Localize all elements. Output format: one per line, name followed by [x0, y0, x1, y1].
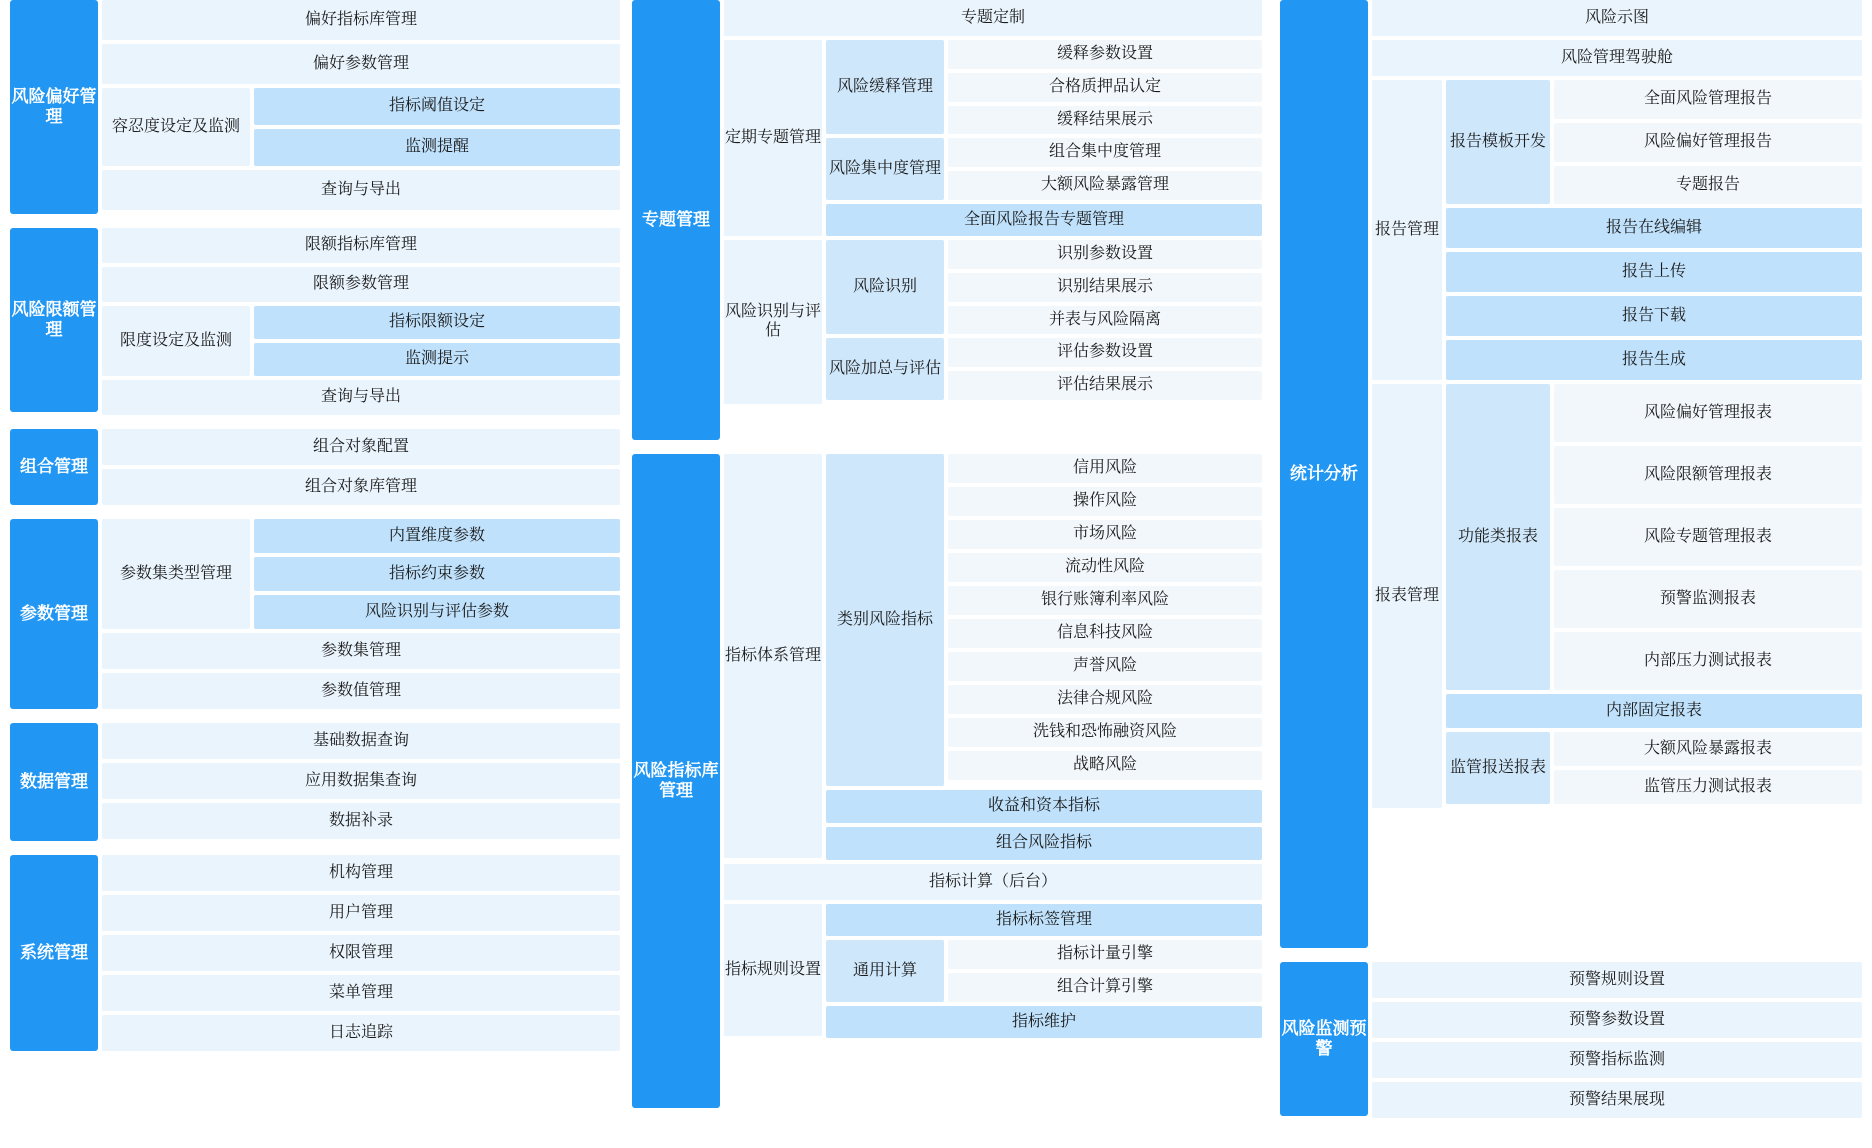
- node-large-exposure-statement[interactable]: 大额风险暴露报表: [1554, 732, 1862, 766]
- node-statement-manage[interactable]: 报表管理: [1372, 384, 1442, 808]
- node-general-calculation[interactable]: 通用计算: [826, 940, 944, 1002]
- node-alert-index-monitor[interactable]: 预警指标监测: [1372, 1042, 1862, 1078]
- node-reputation-risk[interactable]: 声誉风险: [948, 652, 1262, 681]
- node-index-limit-set[interactable]: 指标限额设定: [254, 306, 620, 339]
- node-banking-book-rate-risk[interactable]: 银行账簿利率风险: [948, 586, 1262, 615]
- section-title-risk-limit[interactable]: 风险限额管理: [10, 228, 98, 412]
- node-strategic-risk[interactable]: 战略风险: [948, 751, 1262, 780]
- column-risk-left: [10, 0, 620, 1065]
- node-legal-compliance-risk[interactable]: 法律合规风险: [948, 685, 1262, 714]
- node-report-template-dev[interactable]: 报告模板开发: [1446, 80, 1550, 204]
- node-builtin-dim-param[interactable]: 内置维度参数: [254, 519, 620, 553]
- node-topic-report[interactable]: 专题报告: [1554, 166, 1862, 204]
- node-market-risk[interactable]: 市场风险: [948, 520, 1262, 549]
- node-internal-fixed-statement[interactable]: 内部固定报表: [1446, 694, 1862, 728]
- column-topic-index: [632, 0, 1262, 1122]
- node-it-risk[interactable]: 信息科技风险: [948, 619, 1262, 648]
- node-portfolio-calc-engine[interactable]: 组合计算引擎: [948, 973, 1262, 1002]
- node-risk-mitigation[interactable]: 风险缓释管理: [826, 40, 944, 134]
- node-functional-statement[interactable]: 功能类报表: [1446, 384, 1550, 690]
- section-risk-limit: [10, 228, 620, 415]
- node-identify-result[interactable]: 识别结果展示: [948, 273, 1262, 302]
- node-full-risk-report-topic[interactable]: 全面风险报告专题管理: [826, 204, 1262, 236]
- node-index-calculation[interactable]: 指标计算（后台）: [724, 864, 1262, 900]
- section-title-system[interactable]: 系统管理: [10, 855, 98, 1051]
- node-risk-preference-report[interactable]: 风险偏好管理报告: [1554, 123, 1862, 162]
- node-index-maintenance[interactable]: 指标维护: [826, 1006, 1262, 1038]
- node-limit-statement[interactable]: 风险限额管理报表: [1554, 446, 1862, 504]
- section-title-risk-monitor-alert[interactable]: 风险监测预警: [1280, 962, 1368, 1116]
- node-operational-risk[interactable]: 操作风险: [948, 487, 1262, 516]
- node-alert-rule-setting[interactable]: 预警规则设置: [1372, 962, 1862, 998]
- section-risk-preference: [10, 0, 620, 214]
- node-report-generate[interactable]: 报告生成: [1446, 340, 1862, 380]
- node-param-value-manage[interactable]: 参数值管理: [102, 673, 620, 709]
- node-regulatory-stress-statement[interactable]: 监管压力测试报表: [1554, 770, 1862, 804]
- node-risk-aggregation-eval[interactable]: 风险加总与评估: [826, 338, 944, 400]
- node-alert-param-setting[interactable]: 预警参数设置: [1372, 1002, 1862, 1038]
- node-alert-result-display[interactable]: 预警结果展现: [1372, 1082, 1862, 1118]
- node-consolidation-isolation[interactable]: 并表与风险隔离: [948, 306, 1262, 334]
- section-title-data[interactable]: 数据管理: [10, 723, 98, 841]
- section-risk-monitor-alert: [1280, 962, 1862, 1118]
- node-mitigation-param[interactable]: 缓释参数设置: [948, 40, 1262, 69]
- node-preference-index-library[interactable]: 偏好指标库管理: [102, 0, 620, 40]
- node-permission-manage[interactable]: 权限管理: [102, 935, 620, 971]
- node-tolerance-setting[interactable]: 容忍度设定及监测: [102, 88, 250, 166]
- node-profit-capital-index[interactable]: 收益和资本指标: [826, 790, 1262, 823]
- node-regulatory-statement[interactable]: 监管报送报表: [1446, 732, 1550, 804]
- node-category-risk-index[interactable]: 类别风险指标: [826, 454, 944, 786]
- node-preference-param[interactable]: 偏好参数管理: [102, 44, 620, 84]
- node-report-upload[interactable]: 报告上传: [1446, 252, 1862, 292]
- node-menu-manage[interactable]: 菜单管理: [102, 975, 620, 1011]
- node-eval-result[interactable]: 评估结果展示: [948, 371, 1262, 400]
- node-risk-identify-eval-param[interactable]: 风险识别与评估参数: [254, 595, 620, 629]
- column-analysis: [1280, 0, 1862, 1132]
- node-app-dataset-query[interactable]: 应用数据集查询: [102, 763, 620, 799]
- node-portfolio-object-config[interactable]: 组合对象配置: [102, 429, 620, 465]
- node-mitigation-result[interactable]: 缓释结果展示: [948, 106, 1262, 134]
- section-parameter: [10, 519, 620, 709]
- node-monitor-remind[interactable]: 监测提醒: [254, 129, 620, 166]
- section-statistics: [1280, 0, 1862, 948]
- node-report-download[interactable]: 报告下载: [1446, 296, 1862, 336]
- node-report-manage[interactable]: 报告管理: [1372, 80, 1442, 380]
- node-full-risk-report[interactable]: 全面风险管理报告: [1554, 80, 1862, 119]
- node-credit-risk[interactable]: 信用风险: [948, 454, 1262, 483]
- node-basic-data-query[interactable]: 基础数据查询: [102, 723, 620, 759]
- node-periodic-topic[interactable]: 定期专题管理: [724, 40, 822, 236]
- node-index-threshold[interactable]: 指标阈值设定: [254, 88, 620, 125]
- node-portfolio-concentration[interactable]: 组合集中度管理: [948, 138, 1262, 167]
- node-query-export-2[interactable]: 查询与导出: [102, 380, 620, 415]
- node-large-exposure[interactable]: 大额风险暴露管理: [948, 171, 1262, 200]
- node-portfolio-risk-index[interactable]: 组合风险指标: [826, 827, 1262, 860]
- node-risk-concentration[interactable]: 风险集中度管理: [826, 138, 944, 200]
- node-risk-diagram[interactable]: 风险示图: [1372, 0, 1862, 36]
- node-portfolio-object-library[interactable]: 组合对象库管理: [102, 469, 620, 505]
- node-topic-statement[interactable]: 风险专题管理报表: [1554, 508, 1862, 566]
- node-param-set-type[interactable]: 参数集类型管理: [102, 519, 250, 629]
- section-data: [10, 723, 620, 841]
- section-title-risk-preference[interactable]: 风险偏好管理: [10, 0, 98, 214]
- node-index-constraint-param[interactable]: 指标约束参数: [254, 557, 620, 591]
- node-eligible-collateral[interactable]: 合格质押品认定: [948, 73, 1262, 102]
- node-query-export-1[interactable]: 查询与导出: [102, 170, 620, 210]
- node-limit-index-library[interactable]: 限额指标库管理: [102, 228, 620, 263]
- section-topic: [632, 0, 1262, 440]
- node-limit-param[interactable]: 限额参数管理: [102, 267, 620, 302]
- node-internal-stress-statement[interactable]: 内部压力测试报表: [1554, 632, 1862, 690]
- section-system: [10, 855, 620, 1051]
- section-title-parameter[interactable]: 参数管理: [10, 519, 98, 709]
- node-index-system-manage[interactable]: 指标体系管理: [724, 454, 822, 858]
- node-index-rule-setting[interactable]: 指标规则设置: [724, 904, 822, 1036]
- node-liquidity-risk[interactable]: 流动性风险: [948, 553, 1262, 582]
- node-aml-risk[interactable]: 洗钱和恐怖融资风险: [948, 718, 1262, 747]
- section-title-statistics[interactable]: 统计分析: [1280, 0, 1368, 948]
- node-preference-statement[interactable]: 风险偏好管理报表: [1554, 384, 1862, 442]
- node-index-tag-manage[interactable]: 指标标签管理: [826, 904, 1262, 936]
- node-risk-identify-eval[interactable]: 风险识别与评估: [724, 240, 822, 404]
- node-log-trace[interactable]: 日志追踪: [102, 1015, 620, 1051]
- section-title-portfolio[interactable]: 组合管理: [10, 429, 98, 505]
- node-data-supplement[interactable]: 数据补录: [102, 803, 620, 839]
- section-portfolio: [10, 429, 620, 505]
- node-risk-identify[interactable]: 风险识别: [826, 240, 944, 334]
- node-risk-cockpit[interactable]: 风险管理驾驶舱: [1372, 40, 1862, 76]
- section-index-library: [632, 454, 1262, 1108]
- node-report-online-edit[interactable]: 报告在线编辑: [1446, 208, 1862, 248]
- node-identify-param[interactable]: 识别参数设置: [948, 240, 1262, 269]
- node-index-measure-engine[interactable]: 指标计量引擎: [948, 940, 1262, 969]
- node-param-set-manage[interactable]: 参数集管理: [102, 633, 620, 669]
- node-user-manage[interactable]: 用户管理: [102, 895, 620, 931]
- node-org-manage[interactable]: 机构管理: [102, 855, 620, 891]
- section-title-topic[interactable]: 专题管理: [632, 0, 720, 440]
- node-topic-custom[interactable]: 专题定制: [724, 0, 1262, 36]
- node-limit-setting[interactable]: 限度设定及监测: [102, 306, 250, 376]
- node-eval-param[interactable]: 评估参数设置: [948, 338, 1262, 367]
- node-monitor-tip[interactable]: 监测提示: [254, 343, 620, 376]
- node-alert-monitor-statement[interactable]: 预警监测报表: [1554, 570, 1862, 628]
- section-title-index-library[interactable]: 风险指标库管理: [632, 454, 720, 1108]
